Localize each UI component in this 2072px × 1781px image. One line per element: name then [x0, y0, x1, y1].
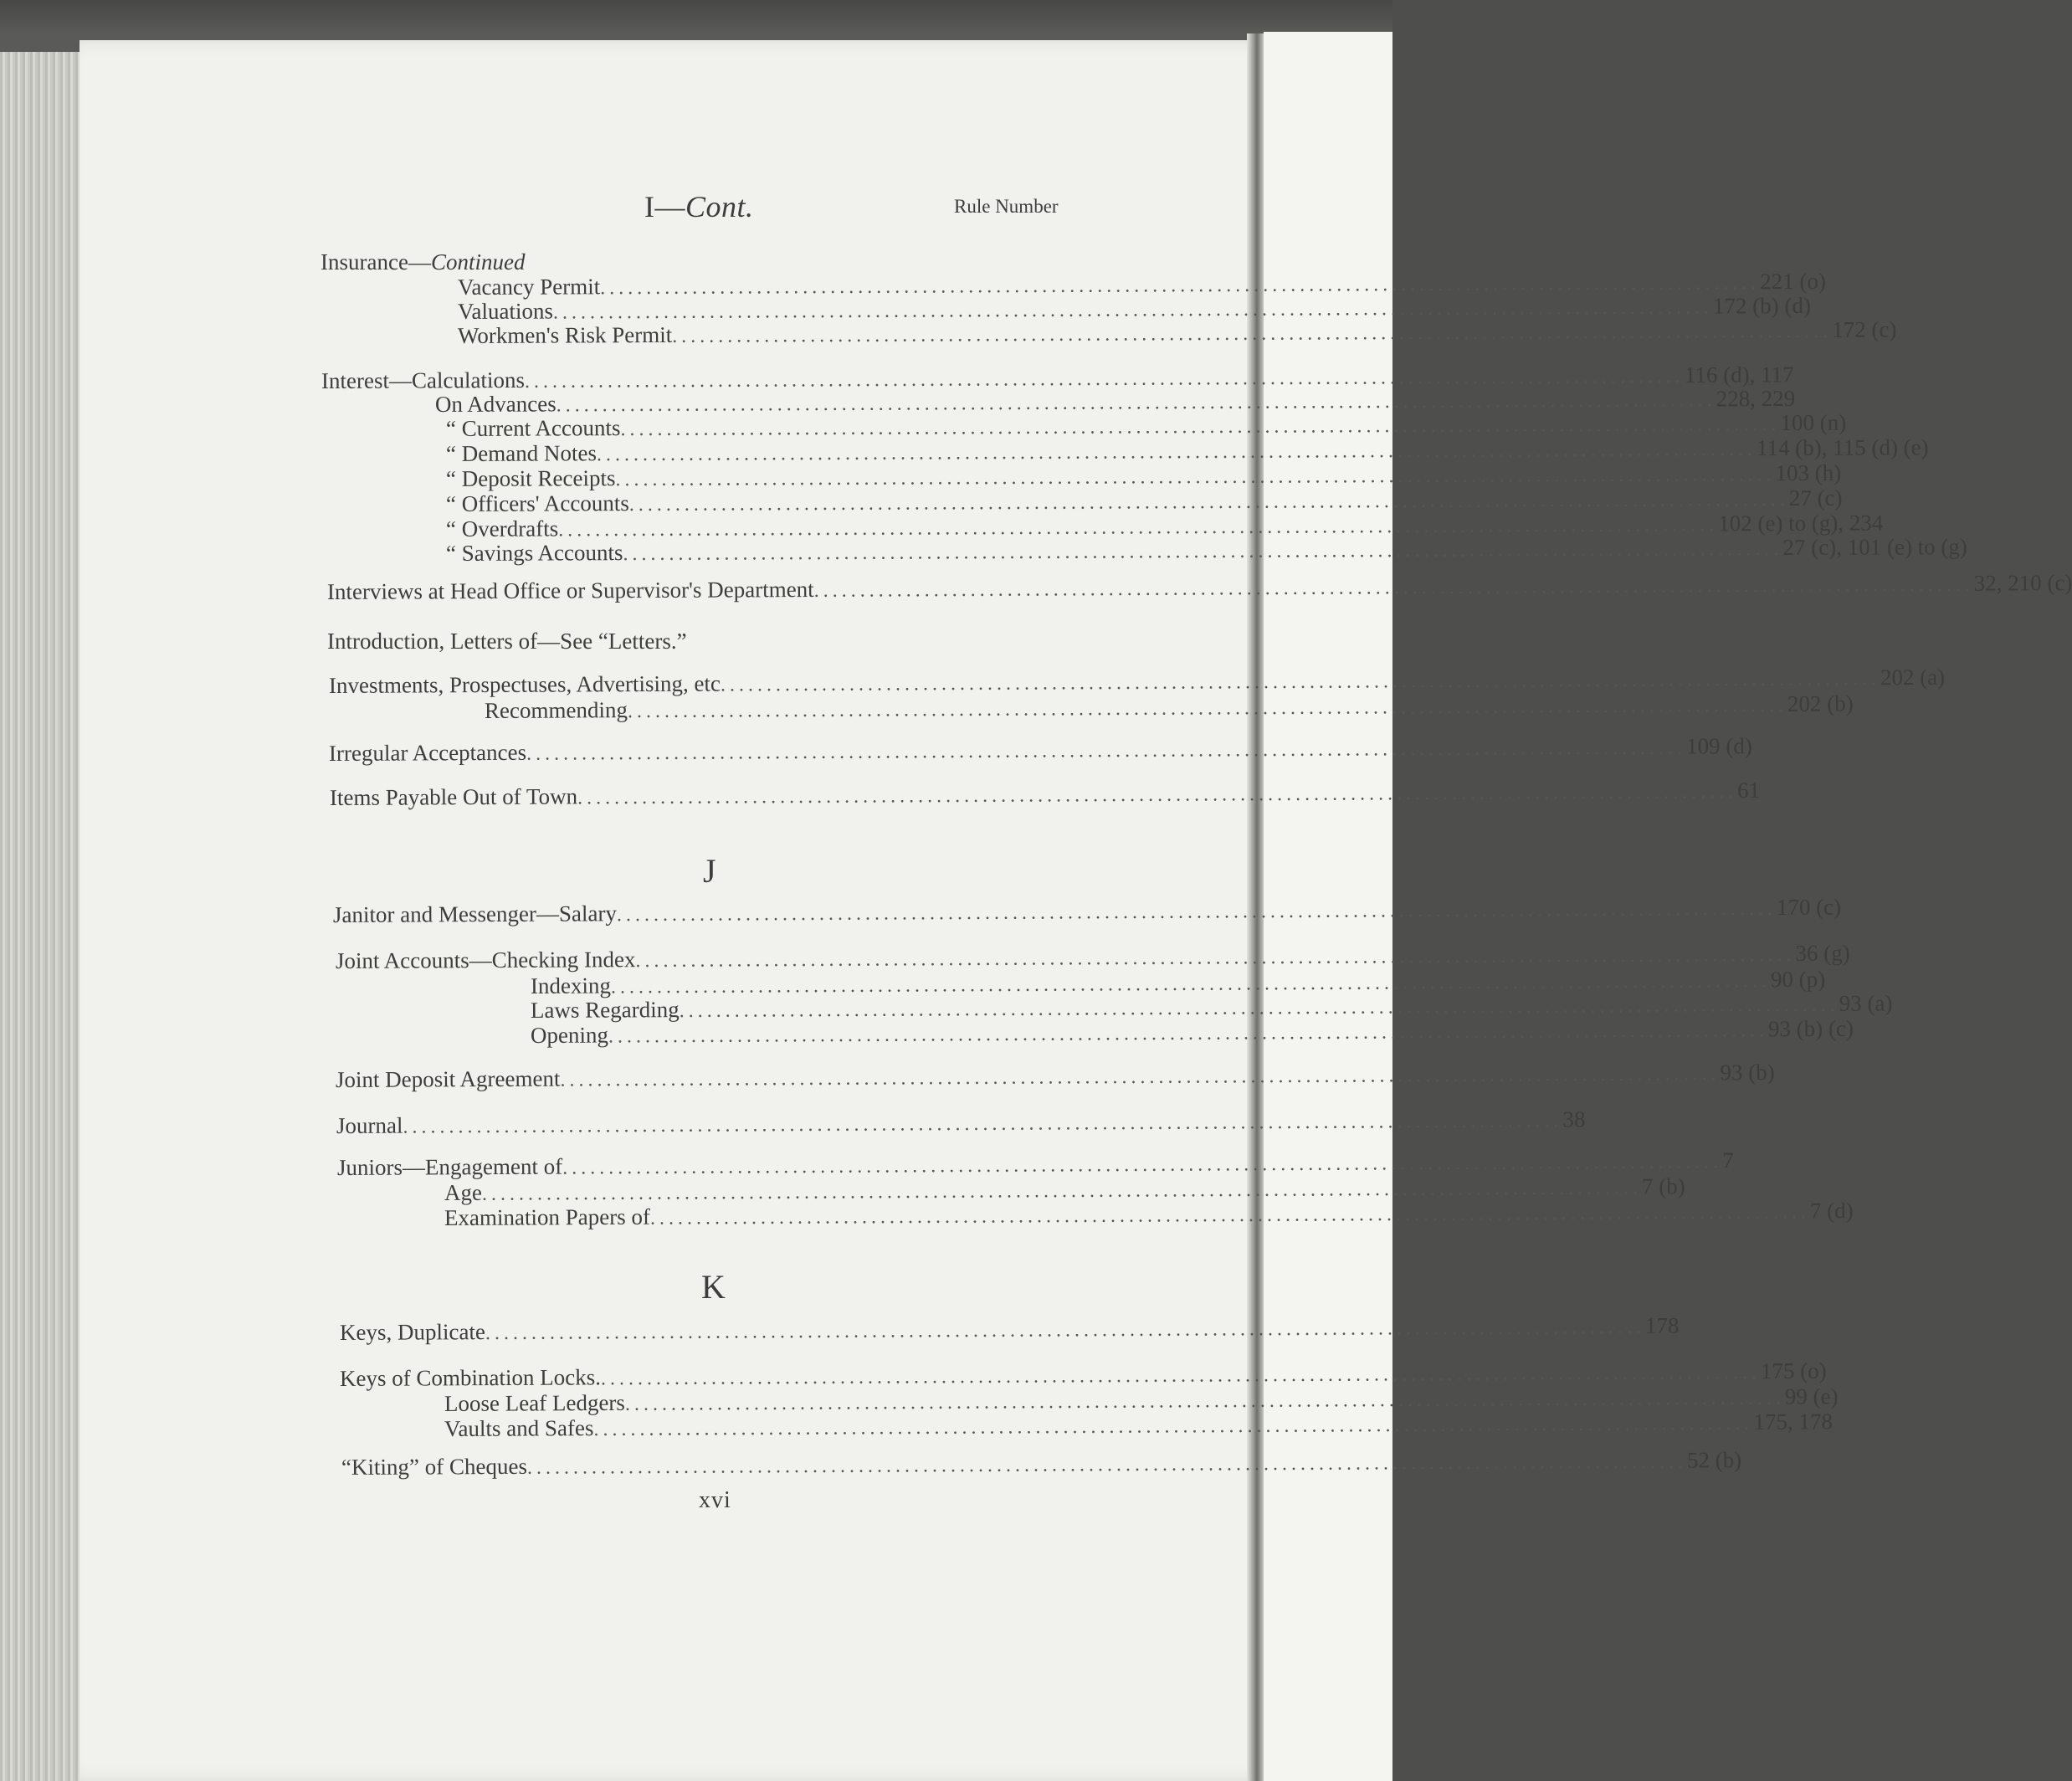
entry-label: “Kiting” of Cheques [341, 1453, 528, 1480]
index-entry [444, 1409, 1834, 1443]
leader-dots: .............................................................................................................................. [526, 737, 1687, 765]
index-entry [335, 1059, 1775, 1094]
entry-label: Loose Leaf Ledgers [444, 1389, 625, 1416]
entry-rule-ref: 7 [1722, 1147, 1734, 1173]
index-entry [457, 316, 1897, 350]
leader-dots: .............................................................................................................................. [624, 1387, 1785, 1415]
entry-rule-ref: 172 (c) [1832, 316, 1897, 342]
entry-label: Laws Regarding [530, 997, 680, 1023]
entry-rule-ref: 172 (b) (d) [1712, 292, 1812, 319]
entry-rule-ref: 7 (d) [1809, 1198, 1854, 1224]
leader-dots: .............................................................................................................................. [403, 1110, 1563, 1138]
leader-dots: .............................................................................................................................. [608, 1019, 1769, 1048]
index-entry [328, 733, 1752, 767]
leader-dots: .............................................................................................................................. [485, 1316, 1646, 1345]
entry-label: Janitor and Messenger—Salary [332, 901, 617, 927]
index-entry [327, 629, 687, 655]
entry-label: Interviews at Head Office or Supervisor's Department [326, 576, 814, 604]
entry-rule-ref: 170 (c) [1776, 894, 1842, 920]
entry-rule-ref: 27 (c) [1788, 485, 1843, 511]
entry-label: Indexing [530, 973, 612, 998]
leader-dots: .............................................................................................................................. [600, 272, 1761, 300]
entry-label: Joint Deposit Agreement [335, 1065, 561, 1092]
entry-label: “ Current Accounts [445, 415, 621, 441]
entry-rule-ref: 93 (b) (c) [1767, 1015, 1854, 1042]
leader-dots: .............................................................................................................................. [556, 389, 1716, 417]
entry-label: Workmen's Risk Permit [457, 321, 673, 348]
leader-dots: .............................................................................................................................. [610, 970, 1772, 998]
entry-rule-ref: 221 (o) [1760, 268, 1826, 295]
entry-rule-ref: 114 (b), 115 (d) (e) [1756, 434, 1929, 461]
entry-rule-ref: 175 (o) [1760, 1358, 1827, 1384]
leader-dots: .............................................................................................................................. [616, 897, 1777, 926]
entry-label: Valuations [457, 298, 554, 324]
page-number: xvi [699, 1487, 731, 1513]
entry-rule-ref: 99 (e) [1784, 1383, 1839, 1409]
entry-label: Recommending [484, 697, 628, 723]
entry-label: “ Overdrafts [445, 516, 559, 541]
index-entry [444, 1198, 1854, 1232]
index-entry [329, 778, 1761, 812]
rule-number-heading: Rule Number [954, 196, 1059, 217]
entry-label: “ Savings Accounts [445, 540, 623, 566]
entry-label: Joint Accounts—Checking Index [335, 947, 636, 973]
index-entry [341, 1447, 1742, 1481]
entry-rule-ref: 90 (p) [1770, 966, 1826, 993]
index-entry [339, 1312, 1680, 1347]
entry-label-italic: Continued [430, 249, 526, 275]
index-entry [336, 1106, 1586, 1140]
leader-dots: .............................................................................................................................. [562, 1151, 1723, 1179]
leader-dots: .............................................................................................................................. [635, 943, 1796, 973]
leader-dots: .............................................................................................................................. [628, 488, 1789, 516]
leader-dots: .............................................................................................................................. [649, 1201, 1811, 1229]
running-head [644, 189, 754, 224]
entry-label: “ Demand Notes [445, 440, 597, 466]
leader-dots: .............................................................................................................................. [558, 514, 1719, 541]
entry-label: “ Deposit Receipts [445, 465, 616, 491]
entry-rule-ref: 38 [1562, 1106, 1586, 1132]
leader-dots: .............................................................................................................................. [526, 1450, 1688, 1479]
entry-label: Items Payable Out of Town [329, 783, 578, 810]
leader-dots: .............................................................................................................................. [560, 1063, 1721, 1091]
leader-dots: .............................................................................................................................. [679, 993, 1839, 1023]
entry-label: Irregular Acceptances [328, 739, 527, 766]
entry-label: On Advances [434, 391, 556, 417]
running-head-letter: I— [644, 190, 685, 223]
entry-label: Keys, Duplicate [339, 1319, 486, 1345]
running-head-cont: Cont. [685, 190, 754, 223]
entry-rule-ref: 52 (b) [1686, 1447, 1742, 1473]
entry-label: Vaults and Safes [444, 1415, 594, 1441]
leader-dots: .............................................................................................................................. [813, 573, 1974, 602]
entry-label: “ Officers' Accounts [445, 490, 629, 516]
entry-rule-ref: 116 (d), 117 [1684, 362, 1794, 388]
entry-rule-ref: 103 (h) [1775, 459, 1842, 486]
entry-rule-ref: 202 (a) [1880, 664, 1946, 690]
entry-label: Juniors—Engagement of [336, 1153, 563, 1180]
leader-dots: .............................................................................................................................. [672, 320, 1833, 347]
entry-label: Journal [336, 1112, 403, 1138]
entry-label: Investments, Prospectuses, Advertising, etc [328, 670, 721, 698]
section-letter-k: K [701, 1268, 726, 1306]
entry-label: Interest—Calculations [321, 367, 525, 393]
entry-label: Vacancy Permit [457, 274, 601, 300]
leader-dots: .............................................................................................................................. [600, 1362, 1762, 1390]
entry-rule-ref: 100 (n) [1780, 409, 1847, 436]
entry-label: Introduction, Letters of—See “Letters.” [327, 629, 687, 654]
entry-rule-ref: 178 [1644, 1312, 1680, 1338]
entry-label: Examination Papers of [444, 1204, 651, 1230]
leader-dots: .............................................................................................................................. [552, 296, 1714, 324]
leader-dots: .............................................................................................................................. [627, 694, 1788, 723]
index-entry [326, 570, 2072, 606]
entry-rule-ref: 32, 210 (c) [1973, 570, 2072, 596]
entry-rule-ref: 228, 229 [1716, 385, 1796, 412]
entry-rule-ref: 36 (g) [1795, 940, 1850, 966]
index-entry [484, 690, 1854, 725]
leader-dots: .............................................................................................................................. [720, 668, 1880, 696]
entry-rule-ref: 175, 178 [1753, 1409, 1834, 1435]
entry-rule-ref: 93 (b) [1720, 1059, 1775, 1086]
section-letter-j: J [703, 852, 716, 890]
entry-label: Age [444, 1179, 483, 1205]
leader-dots: .............................................................................................................................. [615, 464, 1776, 491]
leader-dots: .............................................................................................................................. [577, 781, 1738, 809]
entry-label: Opening [530, 1022, 609, 1048]
leader-dots: .............................................................................................................................. [593, 1412, 1754, 1441]
entry-label: Insurance— [321, 249, 431, 275]
entry-rule-ref: 202 (b) [1787, 690, 1854, 716]
leader-dots: .............................................................................................................................. [481, 1177, 1643, 1205]
entry-rule-ref: 93 (a) [1839, 990, 1893, 1016]
entry-rule-ref: 7 (b) [1641, 1173, 1685, 1199]
leader-dots: .............................................................................................................................. [620, 413, 1781, 441]
index-entry [332, 894, 1842, 929]
entry-rule-ref: 61 [1736, 778, 1761, 803]
leader-dots: .............................................................................................................................. [596, 439, 1757, 466]
index-entry [445, 534, 1967, 567]
leader-dots: .............................................................................................................................. [524, 365, 1685, 393]
index-entry [530, 1015, 1854, 1050]
entry-rule-ref: 102 (e) to (g), 234 [1718, 510, 1884, 536]
entry-rule-ref: 109 (d) [1686, 733, 1752, 759]
entry-label: Keys of Combination Locks. [339, 1364, 602, 1391]
leader-dots: .............................................................................................................................. [623, 538, 1783, 566]
entry-rule-ref: 27 (c), 101 (e) to (g) [1782, 534, 1967, 561]
